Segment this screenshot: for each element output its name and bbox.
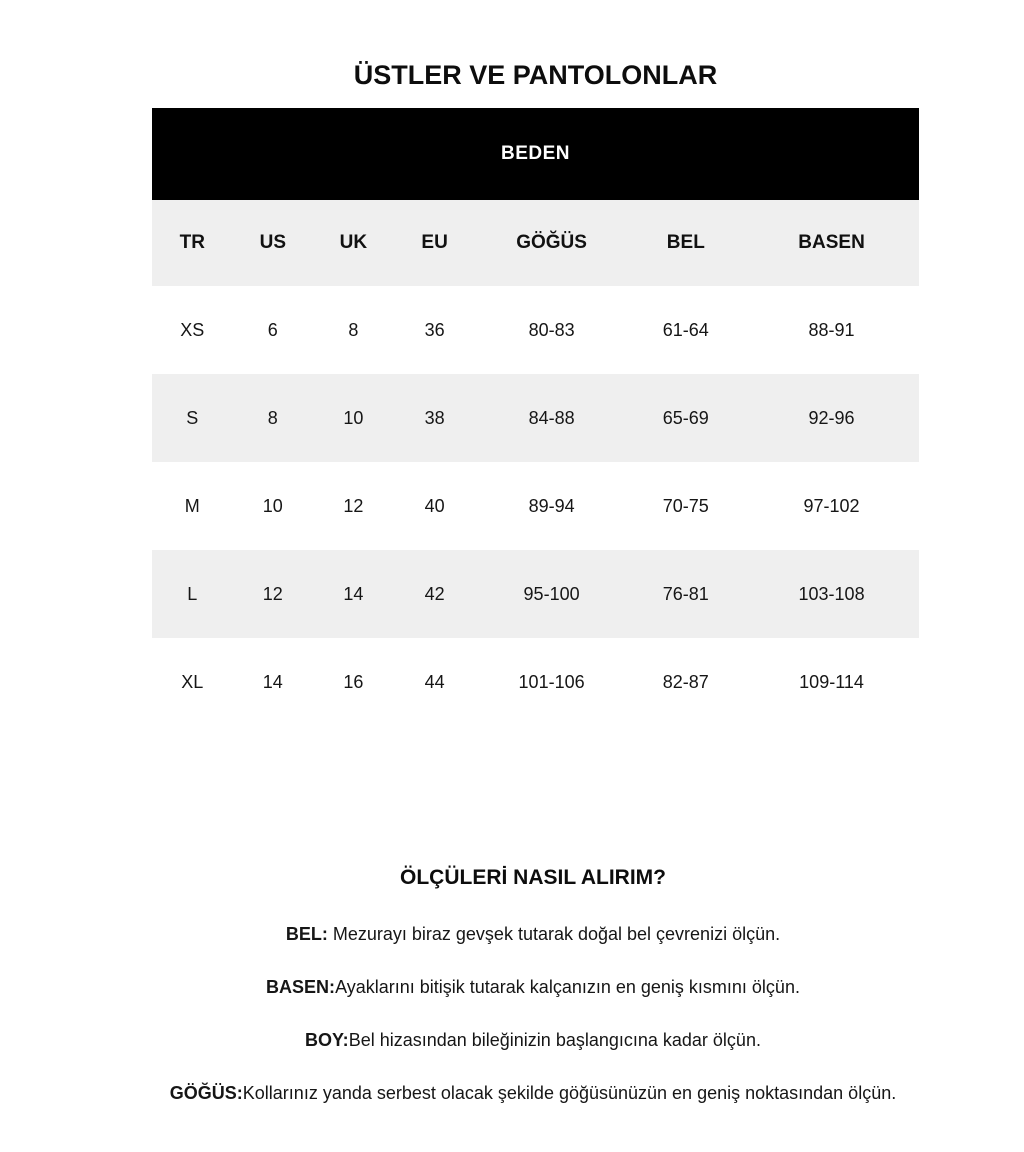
size-cell: S: [152, 374, 233, 462]
measure-guide-section: [21, 866, 1024, 1136]
column-header-us: US: [233, 200, 314, 286]
measure-item-bel: [21, 924, 1024, 945]
size-cell: 109-114: [799, 671, 864, 692]
size-cell: 70-75: [662, 495, 709, 516]
table-row-m: [152, 462, 919, 550]
size-cell: 97-102: [803, 495, 860, 516]
size-cell: 80-83: [528, 319, 575, 340]
size-cell: 38: [394, 374, 476, 462]
size-cell: 84-88: [476, 374, 628, 462]
table-row-xs: [152, 286, 919, 374]
measure-item-text: Kollarınız yanda serbest olacak şekilde göğüsünüzün en geniş noktasından ölçün.: [242, 1083, 897, 1103]
size-cell: 44: [424, 671, 445, 692]
table-header-row: [152, 200, 919, 286]
size-cell: 10: [313, 374, 394, 462]
size-cell: 40: [424, 495, 445, 516]
table-banner: BEDEN: [152, 108, 919, 200]
size-cell: 103-108: [744, 550, 919, 638]
column-header-uk: UK: [313, 200, 394, 286]
size-cell: 6: [267, 319, 278, 340]
size-cell: XS: [180, 319, 205, 340]
measure-item-text: Ayaklarını bitişik tutarak kalçanızın en geniş kısmını ölçün.: [335, 977, 800, 997]
measure-item-text: Bel hizasından bileğinizin başlangıcına kadar ölçün.: [348, 1030, 761, 1050]
measure-item-text: Mezurayı biraz gevşek tutarak doğal bel çevrenizi ölçün.: [327, 924, 781, 944]
measure-item-basen: [21, 977, 1024, 998]
size-cell: 12: [233, 550, 314, 638]
size-cell: XL: [181, 671, 204, 692]
size-table: [152, 108, 919, 726]
size-cell: 12: [343, 495, 364, 516]
table-row-xl: [152, 638, 919, 726]
size-cell: 95-100: [476, 550, 628, 638]
column-header-tr: TR: [152, 200, 233, 286]
size-cell: 36: [424, 319, 445, 340]
column-header-basen: BASEN: [744, 200, 919, 286]
measure-item-boy: [21, 1030, 1024, 1051]
size-cell: 76-81: [628, 550, 745, 638]
size-cell: 88-91: [808, 319, 855, 340]
table-row-l: [152, 550, 919, 638]
measure-item-label: GÖĞÜS:: [169, 1083, 243, 1103]
measure-item-label: BEL:: [285, 924, 328, 944]
size-cell: 61-64: [662, 319, 709, 340]
measure-item-label: BOY:: [305, 1030, 349, 1050]
size-cell: L: [152, 550, 233, 638]
size-cell: 101-106: [518, 671, 585, 692]
measure-item-label: BASEN:: [266, 977, 336, 997]
size-table-container: [152, 108, 919, 726]
size-cell: 16: [343, 671, 364, 692]
size-cell: M: [184, 495, 200, 516]
table-row-s: [152, 374, 919, 462]
size-cell: 8: [233, 374, 314, 462]
table-banner-row: [152, 108, 919, 200]
measure-item-gogus: [21, 1083, 1024, 1104]
size-cell: 89-94: [528, 495, 575, 516]
size-cell: 65-69: [628, 374, 745, 462]
measure-guide-heading: ÖLÇÜLERİ NASIL ALIRIM?: [400, 866, 666, 889]
size-cell: 42: [394, 550, 476, 638]
size-cell: 14: [313, 550, 394, 638]
column-header-gogus: GÖĞÜS: [476, 200, 628, 286]
size-cell: 10: [262, 495, 283, 516]
size-cell: 92-96: [744, 374, 919, 462]
column-header-bel: BEL: [628, 200, 745, 286]
size-cell: 82-87: [662, 671, 709, 692]
size-cell: 14: [262, 671, 283, 692]
column-header-eu: EU: [394, 200, 476, 286]
page-title: ÜSTLER VE PANTOLONLAR: [353, 60, 718, 90]
size-cell: 8: [348, 319, 359, 340]
